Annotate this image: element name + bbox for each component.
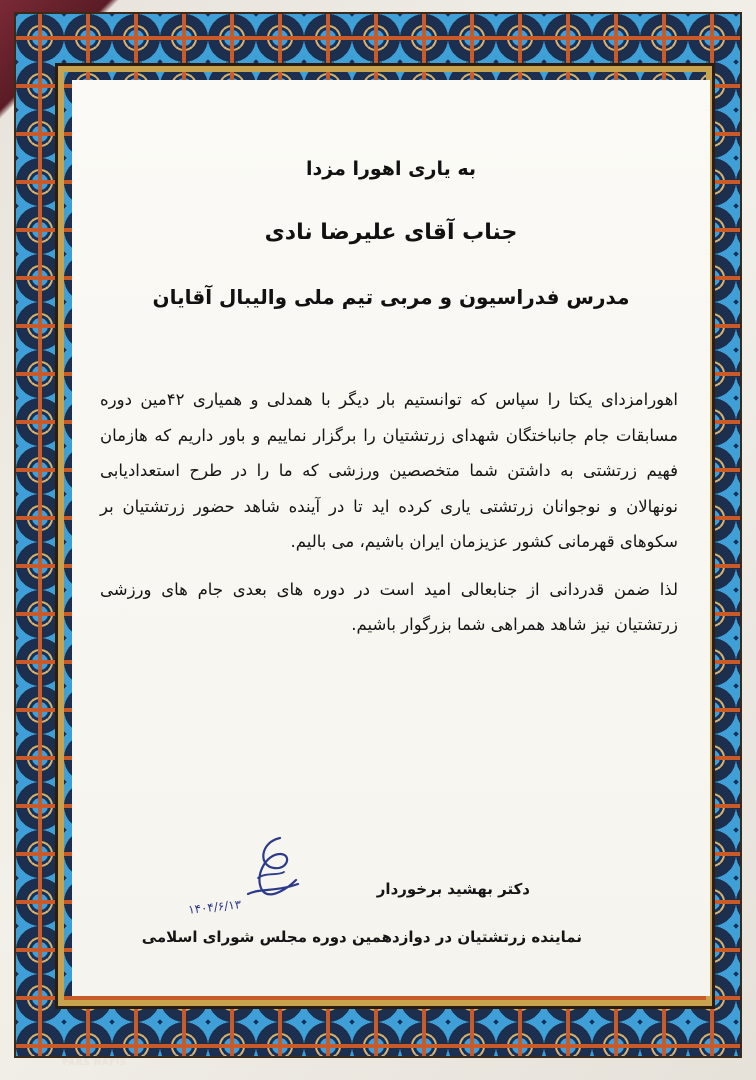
body-paragraph-1: اهورامزدای یکتا را سپاس که توانستیم بار دیگر با همدلی و همیاری ۴۲مین دوره مسابقات جام جانباختگان شهدای زرتشتیان را برگزار نماییم و باور داریم که هازمان فهیم زرتشتی به داشتن شما متخصصین ورزشی که ما را در طرح استعدادیابی نونهالان و نوجوانان زرتشتی یاری کرده اید تا در آینده شاهد حضور زرتشتیان بر سکوهای قهرمانی کشور عزیزمان ایران باشیم، می بالیم. [100,390,678,551]
recipient-name: جناب آقای علیرضا نادی [264,220,518,245]
signatory-name: دکتر بهشید برخوردار [376,880,530,898]
handwritten-signature [240,832,304,912]
printer-mark: PARS NAFIS [62,1058,127,1068]
signatory-title: نماینده زرتشتیان در دوازدهمین دوره مجلس شورای اسلامی [141,928,582,946]
signature-date: ۱۴۰۴/۶/۱۳ [187,897,242,917]
certificate-body [100,382,678,655]
recipient-role: مدرس فدراسیون و مربی تیم ملی والیبال آقایان [152,285,630,309]
body-paragraph-2: لذا ضمن قدردانی از جنابعالی امید است در دوره های بعدی جام های ورزشی زرتشتیان نیز شاهد همراهی شما بزرگوار باشیم. [100,579,678,634]
invocation-heading: به یاری اهورا مزدا [305,158,477,180]
certificate-paper [72,80,710,996]
